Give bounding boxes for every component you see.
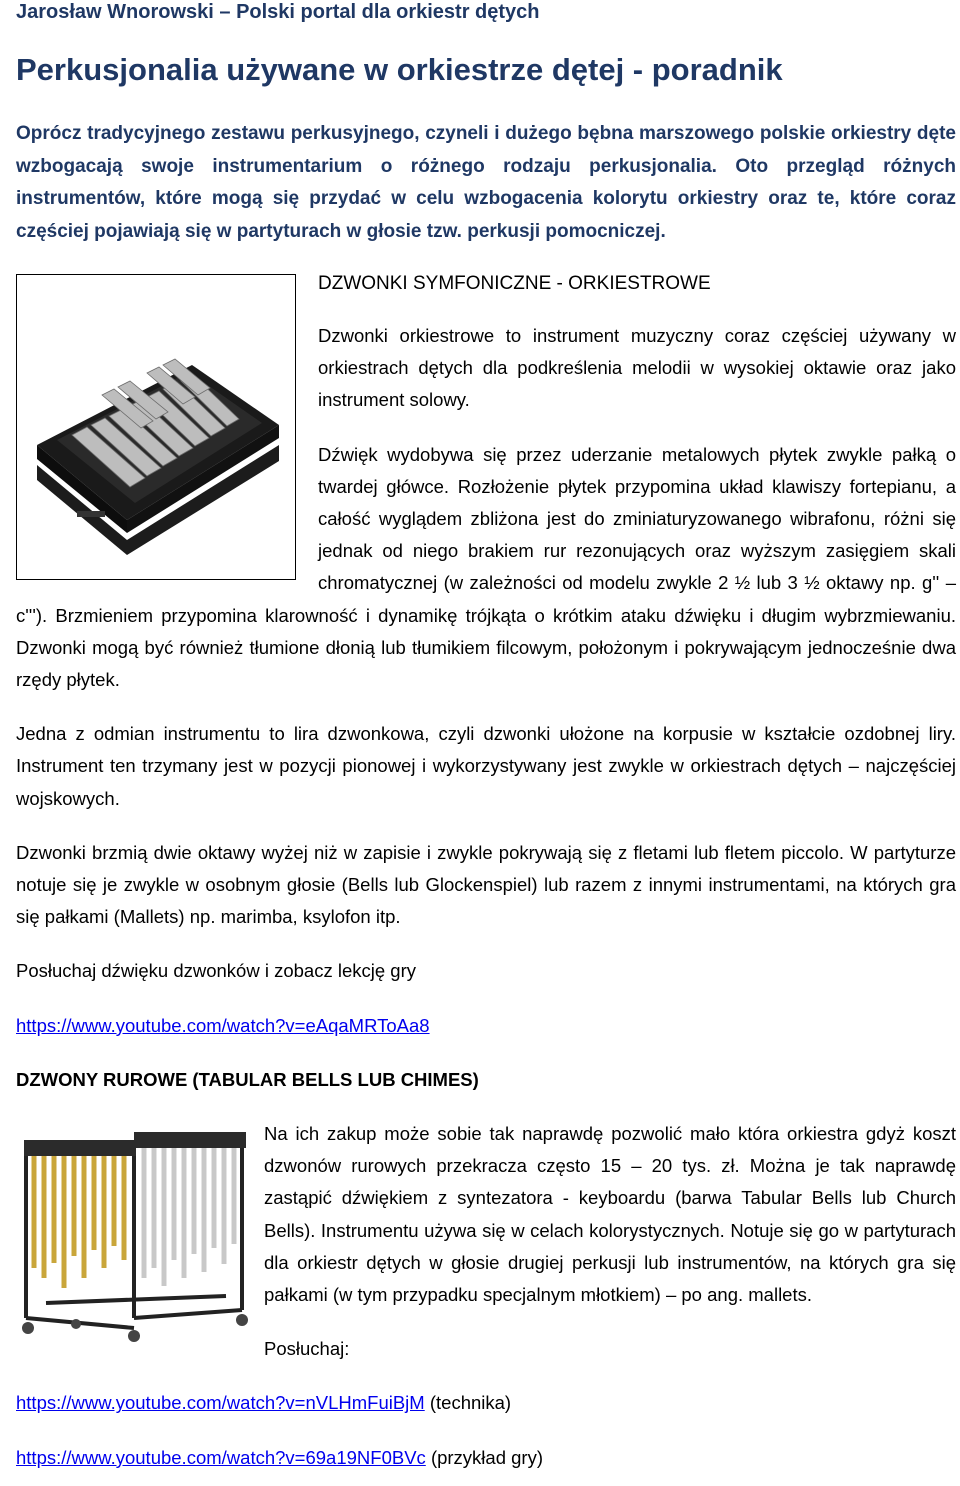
link-row [16, 1442, 956, 1474]
listen-text: Posłuchaj: [264, 1338, 350, 1360]
intro-paragraph: Oprócz tradycyjnego zestawu perkusyjnego, czyneli i dużego bębna marszowego polskie orkiestry dęte wzbogacają swoje instrumentarium o różnego rodzaju perkusjonalia. Oto przegląd różnych instrumentów, które mogą się przydać w celu wzbogacenia kolorytu orkiestry oraz te, które coraz częściej pojawiają się w partyturach w głosie tzw. perkusji pomocniczej. [16, 123, 956, 242]
paragraph: Dzwonki brzmią dwie oktawy wyżej niż w zapisie i zwykle pokrywają się z fletami lub fletem piccolo. W partyturze notuje się je zwykle w osobnym głosie (Bells lub Glockenspiel) lub razem z innymi instrumentami, na których gra się pałkami (Mallets) np. marimba, ksylofon itp. [16, 841, 956, 928]
section-glockenspiel [16, 268, 956, 1474]
paragraph: Dźwięk wydobywa się przez uderzanie metalowych płytek zwykle pałką o twardej główce. Rozłożenie płytek przypomina układ klawiszy fortepianu, a całość wyglądem zbliżona jest do zminiaturyzowanego wibrafonu, różni się jednak od niego brakiem rur rezonujących oraz wyższym zasięgiem skali chromatycznej (w zależności od modelu zwykle 2 ½ lub 3 ½ oktawy np. g'' – c'''). Brzmieniem przypomina klarowność i dynamikę trójkąta o krótkim ataku dźwięku i długim wybrzmiewaniu. Dzwonki mogą być również tłumione dłonią lub tłumikiem filcowym, położonym i pokrywającym jednocześnie dwa rzędy płytek. [16, 443, 956, 691]
glockenspiel-image [16, 274, 296, 580]
paragraph: Dzwonki orkiestrowe to instrument muzyczny coraz częściej używany w orkiestrach dętych dla podkreślenia melodii w wysokiej oktawie oraz jako instrument solowy. [318, 325, 956, 411]
paragraph: Na ich zakup może sobie tak naprawdę pozwolić mało która orkiestra gdyż koszt dzwonów rurowych przekracza często 15 – 20 tys. zł. Można je tak naprawdę zastąpić dźwiękiem z syntezatora - keyboardu (barwa Tabular Bells lub Church Bells). Instrumentu używa się w celach kolorystycznych. Notuje się go w partyturach dla orkiestr dętych w głosie drugiej perkusji lub instrumentów, na których gra się pałkami (w tym przypadku specjalnym młotkiem) – po ang. mallets. [264, 1123, 956, 1306]
youtube-link-technique[interactable]: https://www.youtube.com/watch?v=nVLHmFuiBjM [16, 1392, 425, 1414]
link-note: (technika) [429, 1392, 512, 1414]
link-note: (przykład gry) [430, 1446, 543, 1468]
page-title: Perkusjonalia używane w orkiestrze dętej - poradnik [16, 52, 783, 87]
paragraph: Jedna z odmian instrumentu to lira dzwonkowa, czyli dzwonki ułożone na korpusie w kształcie ozdobnej liry. Instrument ten trzymany jest w pozycji pionowej i wykorzystywany jest zwykle w orkiestrach dętych – najczęściej wojskowych. [16, 723, 956, 809]
listen-text: Posłuchaj dźwięku dzwonków i zobacz lekcję gry [16, 960, 416, 982]
tubular-bells-image [16, 1128, 252, 1345]
site-header: Jarosław Wnorowski – Polski portal dla orkiestr dętych [16, 1, 540, 23]
section-heading-glockenspiel: DZWONKI SYMFONICZNE - ORKIESTROWE [318, 273, 711, 294]
glockenspiel-illustration [17, 275, 295, 579]
youtube-link-glockenspiel[interactable]: https://www.youtube.com/watch?v=eAqaMRToAa8 [16, 1014, 430, 1036]
link-row [16, 1387, 956, 1419]
youtube-link-example[interactable]: https://www.youtube.com/watch?v=69a19NF0BVc [16, 1446, 426, 1468]
tubular-bells-illustration [16, 1128, 252, 1345]
section-heading-chimes: DZWONY RUROWE (TABULAR BELLS LUB CHIMES) [16, 1068, 479, 1090]
